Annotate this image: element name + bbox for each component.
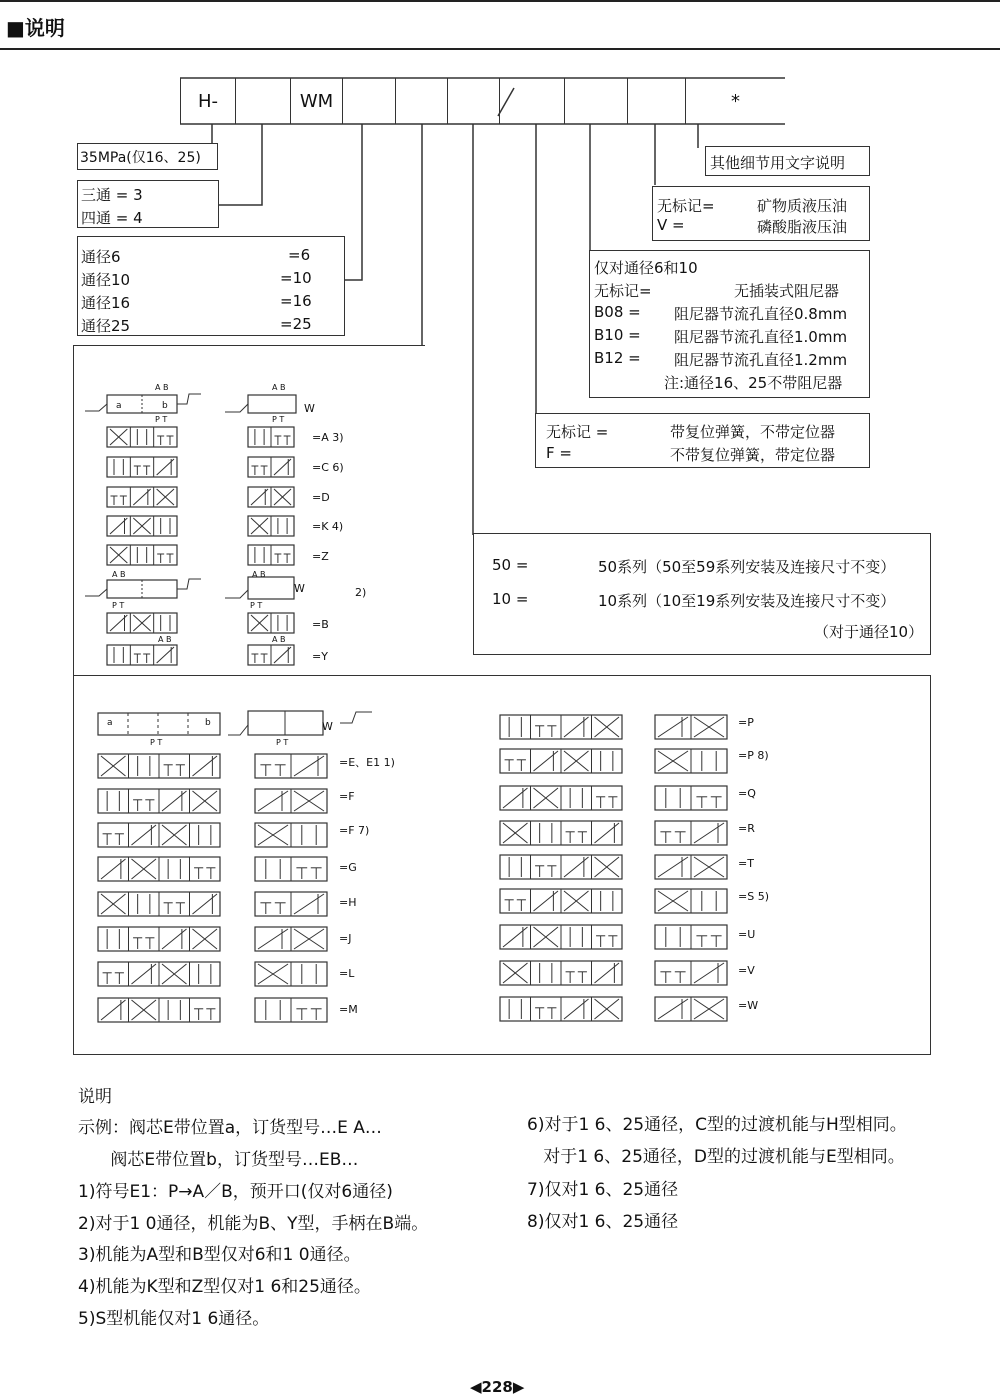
port-label-pt-2: P T bbox=[272, 415, 285, 424]
page-number: ◀228▶ bbox=[470, 1378, 525, 1396]
lower-label-e: =E、E1 1) bbox=[339, 756, 395, 769]
lower-label-p: =P bbox=[738, 716, 754, 729]
lower-label-f: =F bbox=[339, 790, 355, 803]
other-details-text: 其他细节用文字说明 bbox=[710, 154, 846, 172]
lower-label-q: =Q bbox=[738, 787, 756, 800]
throttle-desc-b10: 阻尼器节流孔直径1.0mm bbox=[674, 328, 848, 346]
series-code-10: 10 = bbox=[492, 590, 529, 608]
port-label-pt-3: P T bbox=[112, 601, 125, 610]
flow-path bbox=[193, 894, 218, 914]
code-cell-wm: WM bbox=[290, 78, 342, 124]
flow-path bbox=[101, 859, 126, 879]
lower-label-v: =V bbox=[738, 964, 755, 977]
label-w-1: W bbox=[304, 402, 315, 415]
note-left-3: 2)对于1 0通径，机能为B、Y型，手柄在B端。 bbox=[78, 1214, 429, 1234]
lever-handle bbox=[228, 725, 248, 735]
flow-path bbox=[694, 823, 724, 843]
flow-path bbox=[658, 717, 688, 737]
flow-path bbox=[294, 894, 324, 914]
size-label-16: 通径16 bbox=[81, 294, 131, 312]
flow-path bbox=[258, 929, 288, 949]
fluid-desc-mineral: 矿物质液压油 bbox=[757, 197, 848, 215]
port-label-ab-5: A B bbox=[158, 635, 172, 644]
page-title: ■说明 bbox=[6, 16, 65, 40]
code-cell-star: * bbox=[685, 78, 785, 124]
note-left-0: 示例：阀芯E带位置a，订货型号…E A… bbox=[78, 1118, 382, 1138]
flow-path bbox=[564, 999, 589, 1019]
fluid-code-v: V = bbox=[657, 216, 685, 234]
note-right-0: 6)对于1 6、25通径，C型的过渡机能与H型相同。 bbox=[527, 1115, 907, 1135]
lever-handle bbox=[85, 589, 107, 596]
port-label-pt-8: P T bbox=[276, 738, 289, 747]
valve-symbol-3 bbox=[107, 457, 177, 477]
valve-body-upper-right-2 bbox=[248, 577, 294, 599]
series-note: （对于通径10） bbox=[814, 623, 924, 641]
label-b-1: b bbox=[162, 401, 168, 411]
lever-handle bbox=[85, 404, 107, 411]
size-label-6: 通径6 bbox=[81, 248, 121, 266]
notes-title: 说明 bbox=[78, 1087, 112, 1107]
lower-label-r: =R bbox=[738, 822, 755, 835]
fluid-code-none: 无标记= bbox=[657, 197, 715, 215]
valve-symbol-1 bbox=[107, 427, 177, 447]
flow-path bbox=[595, 963, 620, 983]
note-right-2: 7)仅对1 6、25通径 bbox=[527, 1180, 679, 1200]
upper-label-a: =A 3) bbox=[312, 431, 344, 444]
lower-label-f7: =F 7) bbox=[339, 824, 370, 837]
upper-label-b: =B bbox=[312, 618, 329, 631]
lever-handle bbox=[225, 404, 248, 412]
flow-path bbox=[694, 963, 724, 983]
note-right-3: 8)仅对1 6、25通径 bbox=[527, 1212, 679, 1232]
port-label-ab-4: A B bbox=[252, 570, 266, 579]
label-w-3: W bbox=[322, 720, 333, 733]
upper-label-d: =D bbox=[312, 491, 330, 504]
flow-path bbox=[658, 857, 688, 877]
throttle-code-none: 无标记= bbox=[594, 282, 652, 300]
throttle-title: 仅对通径6和10 bbox=[594, 259, 698, 277]
spring-code-none: 无标记 = bbox=[546, 423, 609, 441]
throttle-note: 注:通径16、25不带阻尼器 bbox=[664, 374, 843, 392]
flow-path bbox=[503, 788, 528, 808]
lower-label-j: =J bbox=[339, 932, 352, 945]
throttle-desc-none: 无插装式阻尼器 bbox=[734, 282, 840, 300]
label-b-2: b bbox=[205, 718, 211, 728]
port-label-ab-3: A B bbox=[112, 570, 126, 579]
series-code-50: 50 = bbox=[492, 556, 529, 574]
throttle-code-b08: B08 = bbox=[594, 303, 641, 321]
label-a-2: a bbox=[107, 718, 113, 728]
label-a-1: a bbox=[116, 401, 122, 411]
valve-symbol-14 bbox=[107, 645, 177, 665]
flow-path bbox=[294, 756, 324, 776]
size-value-16: =16 bbox=[280, 292, 312, 310]
flow-path bbox=[132, 825, 157, 845]
upper-note-2: 2) bbox=[355, 586, 367, 599]
upper-label-z: =Z bbox=[312, 550, 329, 563]
note-left-6: 5)S型机能仅对1 6通径。 bbox=[78, 1309, 270, 1329]
note-left-1: 阀芯E带位置b，订货型号…EB… bbox=[78, 1150, 359, 1170]
lower-label-u: =U bbox=[738, 928, 756, 941]
lower-label-h: =H bbox=[339, 896, 357, 909]
lower-label-g: =G bbox=[339, 861, 357, 874]
detent-spring bbox=[340, 712, 372, 723]
port-label-ab-6: A B bbox=[272, 635, 286, 644]
throttle-desc-b08: 阻尼器节流孔直径0.8mm bbox=[674, 305, 848, 323]
pressure-text: 35MPa(仅16、25) bbox=[80, 150, 201, 166]
lower-label-m: =M bbox=[339, 1003, 358, 1016]
label-w-2: W bbox=[294, 582, 305, 595]
spring-code-f: F = bbox=[546, 444, 572, 462]
flow-path bbox=[564, 717, 589, 737]
lower-label-p8: =P 8) bbox=[738, 749, 769, 762]
lower-label-t: =T bbox=[738, 857, 754, 870]
upper-label-k: =K 4) bbox=[312, 520, 344, 533]
flow-path bbox=[132, 964, 157, 984]
note-right-1: 对于1 6、25通径，D型的过渡机能与E型相同。 bbox=[527, 1147, 905, 1167]
size-label-25: 通径25 bbox=[81, 317, 131, 335]
lower-label-s: =S 5) bbox=[738, 890, 769, 903]
port-label-pt-1: P T bbox=[155, 415, 168, 424]
flow-path bbox=[162, 929, 187, 949]
lower-label-w: =W bbox=[738, 999, 759, 1012]
valve-body-lower-left bbox=[98, 713, 220, 735]
flow-path bbox=[503, 927, 528, 947]
flow-path bbox=[534, 751, 559, 771]
lever-handle bbox=[225, 590, 248, 598]
flow-path bbox=[193, 756, 218, 776]
valve-symbol-9 bbox=[107, 545, 177, 565]
note-left-4: 3)机能为A型和B型仅对6和1 0通径。 bbox=[78, 1245, 361, 1265]
port-label-ab-2: A B bbox=[272, 383, 286, 392]
flow-path bbox=[534, 891, 559, 911]
detent-spring bbox=[177, 579, 201, 589]
throttle-code-b12: B12 = bbox=[594, 349, 641, 367]
size-label-10: 通径10 bbox=[81, 271, 131, 289]
code-cell-h: H- bbox=[180, 78, 235, 124]
upper-label-c: =C 6) bbox=[312, 461, 344, 474]
series-desc-50: 50系列（50至59系列安装及连接尺寸不变） bbox=[598, 558, 896, 576]
note-left-2: 1)符号E1：P→A／B，预开口(仅对6通径) bbox=[78, 1182, 393, 1202]
port-label-ab-1: A B bbox=[155, 383, 169, 392]
flow-path bbox=[564, 857, 589, 877]
flow-path bbox=[101, 1000, 126, 1020]
ways-three: 三通 = 3 bbox=[81, 186, 143, 204]
note-left-5: 4)机能为K型和Z型仅对1 6和25通径。 bbox=[78, 1277, 371, 1297]
size-value-6: =6 bbox=[288, 246, 311, 264]
upper-label-y: =Y bbox=[312, 650, 328, 663]
spring-desc-none: 带复位弹簧，不带定位器 bbox=[670, 423, 836, 441]
size-value-25: =25 bbox=[280, 315, 312, 333]
detent-spring bbox=[177, 394, 201, 404]
flow-path bbox=[162, 791, 187, 811]
series-desc-10: 10系列（10至19系列安装及连接尺寸不变） bbox=[598, 592, 896, 610]
spring-desc-f: 不带复位弹簧，带定位器 bbox=[670, 446, 836, 464]
flow-path bbox=[658, 999, 688, 1019]
port-label-pt-4: P T bbox=[250, 601, 263, 610]
lower-label-l: =L bbox=[339, 967, 355, 980]
port-label-pt-7: P T bbox=[150, 738, 163, 747]
throttle-desc-b12: 阻尼器节流孔直径1.2mm bbox=[674, 351, 848, 369]
ways-four: 四通 = 4 bbox=[81, 209, 143, 227]
flow-path bbox=[258, 791, 288, 811]
size-value-10: =10 bbox=[280, 269, 312, 287]
valve-body-upper-right bbox=[248, 395, 296, 413]
throttle-code-b10: B10 = bbox=[594, 326, 641, 344]
flow-path bbox=[595, 823, 620, 843]
fluid-desc-phosphate: 磷酸脂液压油 bbox=[757, 218, 848, 236]
